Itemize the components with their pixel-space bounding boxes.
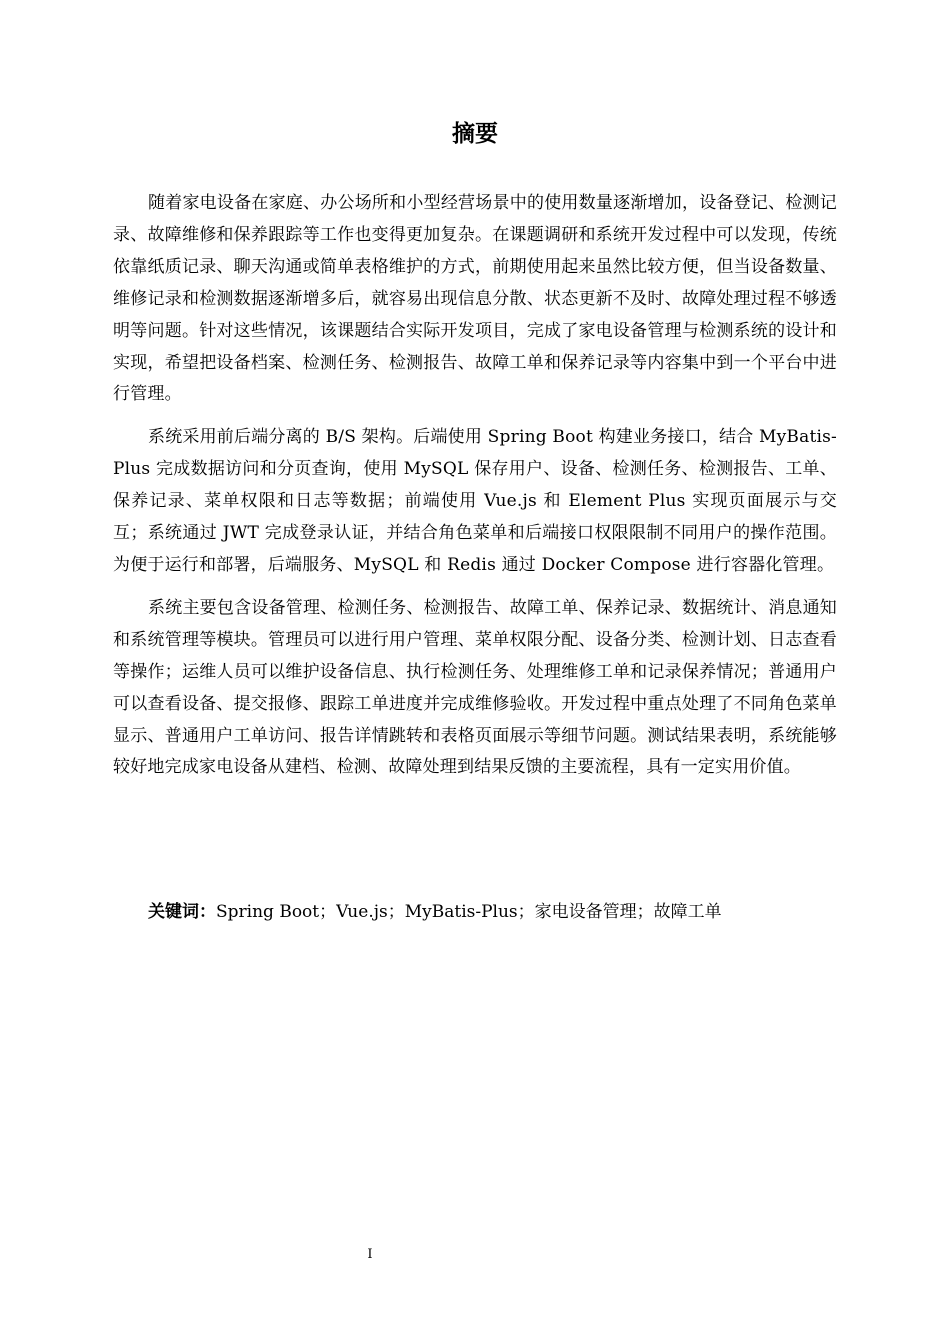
abstract-title: 摘要 — [452, 121, 498, 147]
keywords-label: 关键词： — [148, 902, 216, 922]
keywords-text: Spring Boot；Vue.js；MyBatis-Plus；家电设备管理；故障工单 — [216, 902, 722, 922]
abstract-paragraph-3: 系统主要包含设备管理、检测任务、检测报告、故障工单、保养记录、数据统计、消息通知和系统管理等模块。管理员可以进行用户管理、菜单权限分配、设备分类、检测计划、日志查看等操作；运维人员可以维护设备信息、执行检测任务、处理维修工单和记录保养情况；普通用户可以查看设备、提交报修、跟踪工单进度并完成维修验收。开发过程中重点处理了不同角色菜单显示、普通用户工单访问、报告详情跳转和表格页面展示等细节问题。测试结果表明，系统能够较好地完成家电设备从建档、检测、故障处理到结果反馈的主要流程，具有一定实用价值。 — [113, 597, 837, 778]
page-number: I — [367, 1247, 373, 1262]
abstract-body — [113, 188, 837, 795]
keywords-line — [148, 896, 838, 928]
abstract-paragraph-1: 随着家电设备在家庭、办公场所和小型经营场景中的使用数量逐渐增加，设备登记、检测记录、故障维修和保养跟踪等工作也变得更加复杂。在课题调研和系统开发过程中可以发现，传统依靠纸质记录、聊天沟通或简单表格维护的方式，前期使用起来虽然比较方便，但当设备数量、维修记录和检测数据逐渐增多后，就容易出现信息分散、状态更新不及时、故障处理过程不够透明等问题。针对这些情况，该课题结合实际开发项目，完成了家电设备管理与检测系统的设计和实现，希望把设备档案、检测任务、检测报告、故障工单和保养记录等内容集中到一个平台中进行管理。 — [113, 193, 837, 405]
abstract-paragraph-2: 系统采用前后端分离的 B/S 架构。后端使用 Spring Boot 构建业务接口，结合 MyBatis-Plus 完成数据访问和分页查询，使用 MySQL 保存用户、设备、检测任务、检测报告、工单、保养记录、菜单权限和日志等数据；前端使用 Vue.js 和 Element Plus 实现页面展示与交互；系统通过 JWT 完成登录认证，并结合角色菜单和后端接口权限限制不同用户的操作范围。为便于运行和部署，后端服务、MySQL 和 Redis 通过 Docker Compose 进行容器化管理。 — [113, 427, 837, 575]
